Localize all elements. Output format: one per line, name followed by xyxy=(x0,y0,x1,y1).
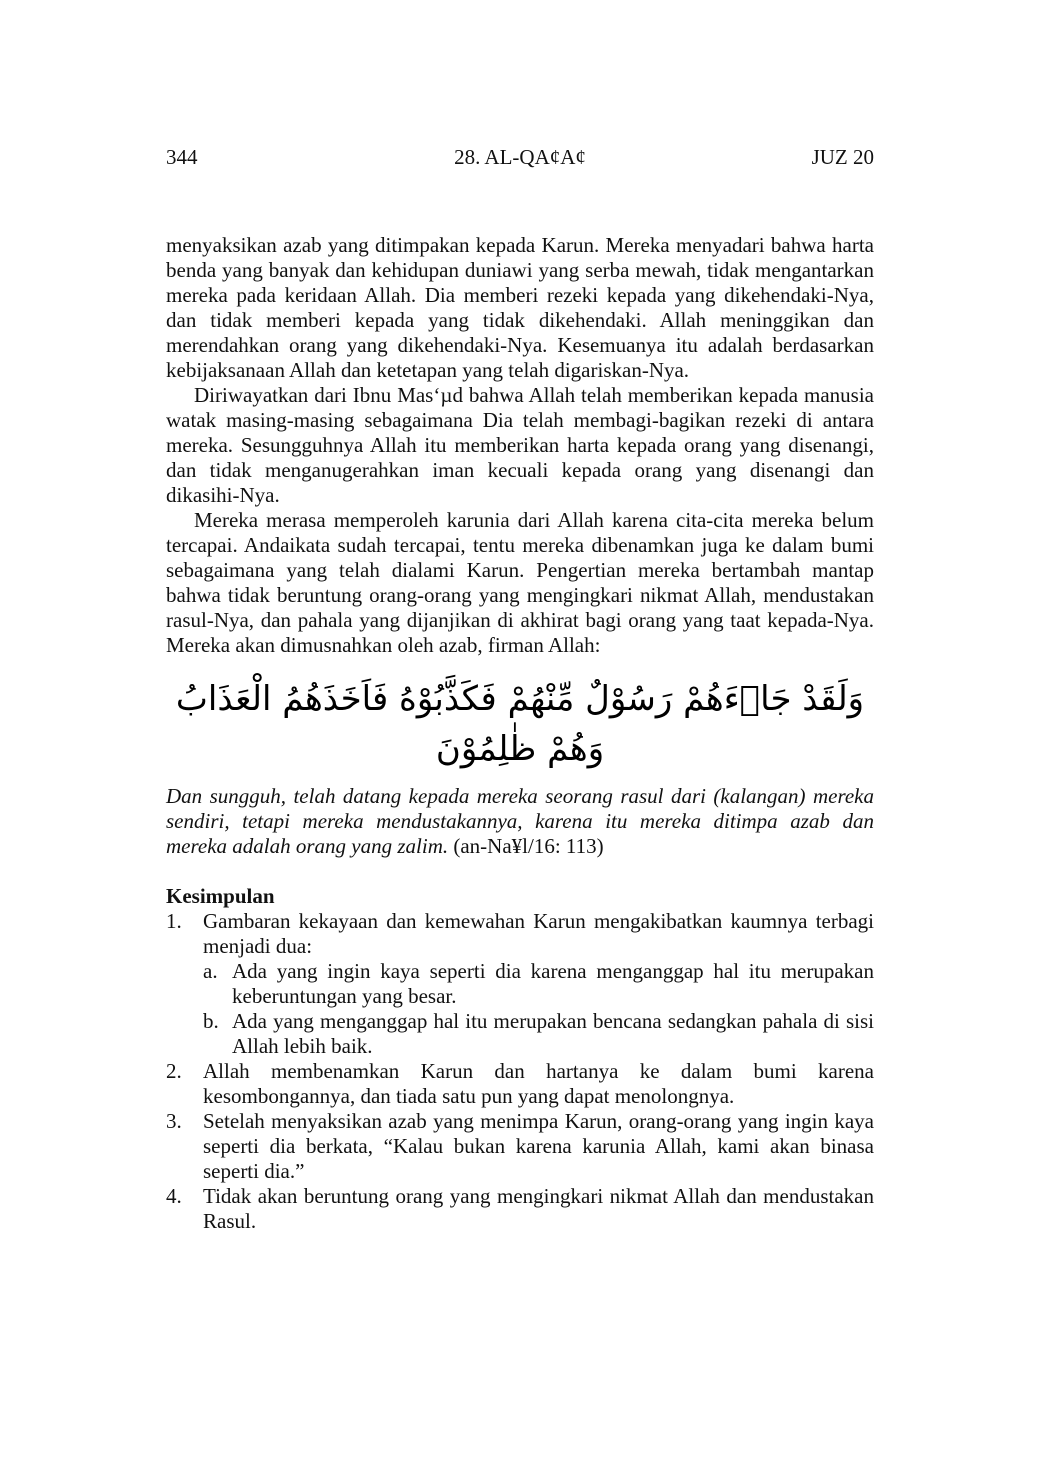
page-header xyxy=(166,145,874,175)
sub-item-text: Ada yang ingin kaya seperti dia karena menganggap hal itu merupakan keberuntungan yang besar. xyxy=(232,959,874,1008)
chapter-title: 28. AL-QA¢A¢ xyxy=(454,145,586,169)
paragraph-2: Diriwayatkan dari Ibnu Mas‘µd bahwa Allah telah memberikan kepada manusia watak masing-masing sebagaimana Dia telah membagi-bagikan rezeki di antara mereka. Sesungguhnya Allah itu memberikan harta kepada orang yang disenangi, dan tidak menganugerahkan iman kecuali kepada orang yang disenangi dan dikasihi-Nya. xyxy=(166,383,874,507)
item-text: Tidak akan beruntung orang yang mengingkari nikmat Allah dan mendustakan Rasul. xyxy=(203,1184,874,1233)
conclusion-item-2 xyxy=(166,1059,874,1109)
item-number: 1. xyxy=(166,909,182,933)
paragraph-3: Mereka merasa memperoleh karunia dari Allah karena cita-cita mereka belum tercapai. Andaikata sudah tercapai, tentu mereka dibenamkan juga ke dalam bumi sebagaimana yang telah dialami Karun. Pengertian mereka bertambah mantap bahwa tidak beruntung orang-orang yang mengingkari nikmat Allah, mendustakan rasul-Nya, dan pahala yang dijanjikan di akhirat bagi orang yang taat kepada-Nya. Mereka akan dimusnahkan oleh azab, firman Allah: xyxy=(166,508,874,657)
arabic-verse: وَلَقَدْ جَاۤءَهُمْ رَسُوْلٌ مِّنْهُمْ فَكَذَّبُوْهُ فَاَخَذَهُمُ الْعَذَابُ وَهُمْ ظٰلِمُوْنَ xyxy=(175,679,865,769)
translation-text: Dan sungguh, telah datang kepada mereka seorang rasul dari (kalangan) mereka sendiri, tetapi mereka mendustakannya, karena itu mereka ditimpa azab dan mereka adalah orang yang zalim. xyxy=(166,784,874,858)
item-number: 3. xyxy=(166,1109,182,1133)
juz-label: JUZ 20 xyxy=(811,145,874,169)
item-text: Setelah menyaksikan azab yang menimpa Karun, orang-orang yang ingin kaya seperti dia berkata, “Kalau bukan karena karunia Allah, kami akan binasa seperti dia.” xyxy=(203,1109,874,1183)
conclusion-item-3 xyxy=(166,1109,874,1184)
sub-list xyxy=(203,959,874,1059)
sub-item-a xyxy=(203,959,874,1009)
sub-item-b xyxy=(203,1009,874,1059)
sub-item-letter: b. xyxy=(203,1009,219,1033)
conclusion-item-1 xyxy=(166,909,874,1059)
paragraph-1: menyaksikan azab yang ditimpakan kepada Karun. Mereka menyadari bahwa harta benda yang banyak dan kehidupan duniawi yang serba mewah, tidak mengantarkan mereka pada keridaan Allah. Dia memberi rezeki kepada yang dikehendaki-Nya, dan tidak memberi kepada yang tidak dikehendaki. Allah meninggikan dan merendahkan orang yang dikehendaki-Nya. Kesemuanya itu adalah berdasarkan kebijaksanaan Allah dan ketetapan yang telah digariskan-Nya. xyxy=(166,233,874,382)
conclusion-list xyxy=(166,909,874,1234)
item-number: 4. xyxy=(166,1184,182,1208)
page-number: 344 xyxy=(166,145,198,169)
conclusion-item-4 xyxy=(166,1184,874,1234)
item-text: Gambaran kekayaan dan kemewahan Karun mengakibatkan kaumnya terbagi menjadi dua: xyxy=(203,909,874,958)
item-number: 2. xyxy=(166,1059,182,1083)
conclusion-heading: Kesimpulan xyxy=(166,884,275,908)
verse-translation xyxy=(166,784,874,859)
verse-reference: (an-Na¥l/16: 113) xyxy=(453,834,604,858)
sub-item-text: Ada yang menganggap hal itu merupakan bencana sedangkan pahala di sisi Allah lebih baik. xyxy=(232,1009,874,1058)
item-text: Allah membenamkan Karun dan hartanya ke dalam bumi karena kesombongannya, dan tiada satu pun yang dapat menolongnya. xyxy=(203,1059,874,1108)
page-body xyxy=(166,233,874,1234)
sub-item-letter: a. xyxy=(203,959,218,983)
